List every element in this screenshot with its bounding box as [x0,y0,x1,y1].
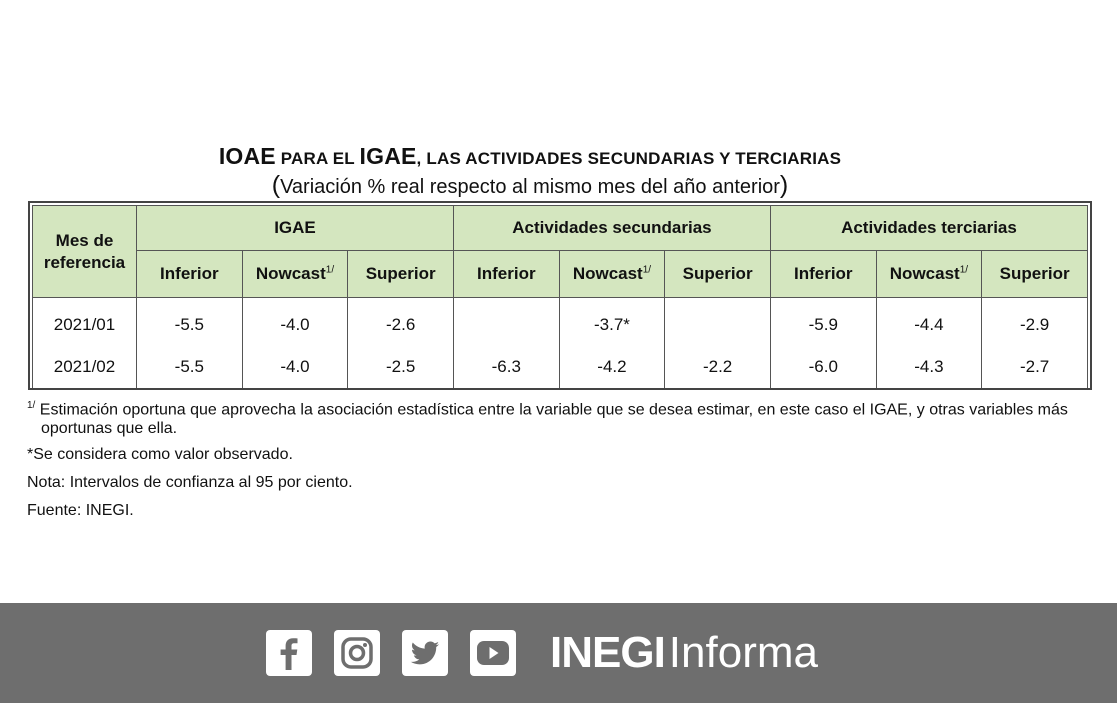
subheader-nowcast: Nowcast$^{1/}$ [876,251,982,298]
twitter-icon[interactable] [402,630,448,676]
note-nowcast: $^{1/}$ Estimación oportuna que aprovecha la asociación estadística entre la variable que se desea estimar, en este caso el IGAE, y otras variables más oportunas que ella. [27,400,1068,438]
table-cell: -4.4 [876,298,982,347]
subheader-superior: Superior [982,251,1088,298]
table-cell: -6.3 [453,346,559,388]
note-observed: *Se considera como valor observado. [27,446,293,464]
table-cell: -5.5 [137,346,243,388]
header-group-secundarias: Actividades secundarias [453,206,770,251]
notes [27,396,1107,529]
subheader-nowcast: Nowcast$^{1/}$ [559,251,665,298]
table-cell: -4.0 [242,346,348,388]
page-title: IOAE PARA EL IGAE, LAS ACTIVIDADES SECUNDARIAS Y TERCIARIAS [218,143,842,169]
note-confidence: Nota: Intervalos de confianza al 95 por ciento. [27,474,353,492]
row-mes: 2021/01 [33,298,137,347]
header-group-igae: IGAE [137,206,454,251]
table-cell: -2.5 [348,346,454,388]
header-group-terciarias: Actividades terciarias [770,206,1087,251]
subheader-inferior: Inferior [770,251,876,298]
table-cell: -5.9 [770,298,876,347]
table-cell: -2.9 [982,298,1088,347]
table-cell [665,298,771,347]
table-cell: -6.0 [770,346,876,388]
data-table [28,201,1092,390]
table-cell: -3.7* [559,298,665,347]
table-row [33,298,1088,347]
facebook-icon[interactable] [266,630,312,676]
social-icons [266,630,516,676]
page-subtitle: (Variación % real respecto al mismo mes del año anterior) [271,171,789,199]
table-cell: -5.5 [137,298,243,347]
header-mes-referencia: Mes de referencia [33,206,137,298]
table-cell: -2.6 [348,298,454,347]
footer-banner [0,603,1117,703]
subheader-inferior: Inferior [137,251,243,298]
table-cell: -4.2 [559,346,665,388]
youtube-icon[interactable] [470,630,516,676]
table-cell: -4.3 [876,346,982,388]
row-mes: 2021/02 [33,346,137,388]
table-cell: -4.0 [242,298,348,347]
subheader-inferior: Inferior [453,251,559,298]
instagram-icon[interactable] [334,630,380,676]
table-cell [453,298,559,347]
table-row [33,346,1088,388]
subheader-nowcast: Nowcast$^{1/}$ [242,251,348,298]
inegi-informa-logo: INEGIInforma [550,628,818,677]
subheader-superior: Superior [348,251,454,298]
table-cell: -2.7 [982,346,1088,388]
table-cell: -2.2 [665,346,771,388]
note-source: Fuente: INEGI. [27,502,134,520]
subheader-superior: Superior [665,251,771,298]
